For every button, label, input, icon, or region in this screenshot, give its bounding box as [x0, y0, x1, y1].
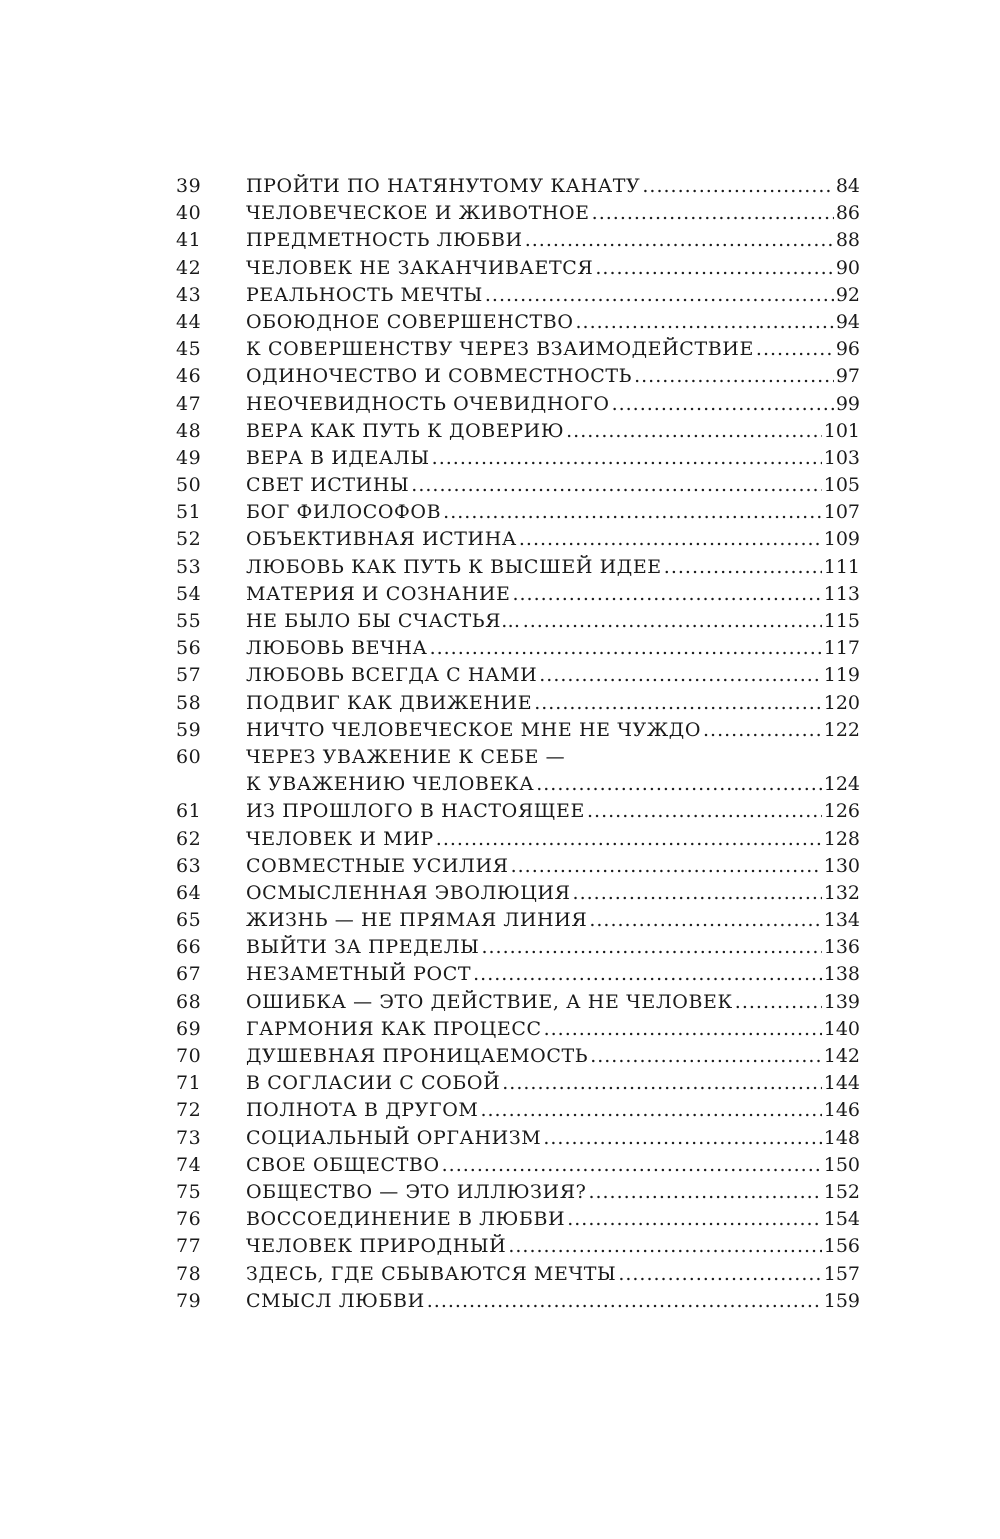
- toc-entry: [176, 363, 860, 390]
- toc-entry: [176, 635, 860, 662]
- dot-leader: [642, 173, 833, 200]
- toc-entry: [176, 690, 860, 717]
- dot-leader: [735, 989, 822, 1016]
- dot-leader: [436, 826, 822, 853]
- dot-leader: [502, 1070, 821, 1097]
- toc-entry-title: ЛЮБОВЬ КАК ПУТЬ К ВЫСШЕЙ ИДЕЕ: [246, 555, 662, 578]
- toc-entry: [176, 391, 860, 418]
- toc-entry-title: ПОДВИГ КАК ДВИЖЕНИЕ: [246, 691, 533, 714]
- toc-entry-page: 97: [835, 365, 860, 388]
- toc-entry-title: ВЕРА В ИДЕАЛЫ: [246, 446, 430, 469]
- toc-entry-number: 78: [176, 1262, 202, 1285]
- table-of-contents: [176, 173, 860, 1315]
- toc-entry-page: 92: [835, 283, 860, 306]
- dot-leader: [480, 1097, 821, 1124]
- toc-entry-title: ВЫЙТИ ЗА ПРЕДЕЛЫ: [246, 936, 480, 959]
- toc-entry-page: 157: [823, 1262, 860, 1285]
- toc-entry-title: СОВМЕСТНЫЕ УСИЛИЯ: [246, 854, 509, 877]
- toc-entry-number: 57: [176, 664, 202, 687]
- toc-entry: [176, 581, 860, 608]
- toc-entry-number: 54: [176, 582, 202, 605]
- dot-leader: [566, 418, 822, 445]
- toc-entry-number: 69: [176, 1017, 202, 1040]
- toc-entry-number: 60: [176, 745, 202, 768]
- toc-entry: [176, 554, 860, 581]
- dot-leader: [703, 717, 822, 744]
- toc-entry-page: 99: [835, 392, 860, 415]
- toc-entry-title: НИЧТО ЧЕЛОВЕЧЕСКОЕ МНЕ НЕ ЧУЖДО: [246, 718, 702, 741]
- toc-entry-page: 148: [823, 1126, 860, 1149]
- toc-entry: [176, 1043, 860, 1070]
- dot-leader: [664, 554, 822, 581]
- toc-entry-number: 46: [176, 365, 202, 388]
- toc-entry-title: ОБЪЕКТИВНАЯ ИСТИНА: [246, 528, 517, 551]
- toc-entry-number: 42: [176, 256, 202, 279]
- dot-leader: [756, 336, 834, 363]
- toc-entry-title: РЕАЛЬНОСТЬ МЕЧТЫ: [246, 283, 483, 306]
- toc-entry-page: 107: [823, 501, 860, 524]
- toc-entry: [176, 717, 860, 744]
- dot-leader: [592, 200, 834, 227]
- dot-leader: [595, 255, 833, 282]
- toc-entry: [176, 227, 860, 254]
- dot-leader: [576, 309, 834, 336]
- toc-entry-page: 154: [823, 1208, 860, 1231]
- toc-entry-title: ВЕРА КАК ПУТЬ К ДОВЕРИЮ: [246, 419, 565, 442]
- toc-entry: [176, 309, 860, 336]
- toc-entry: [176, 445, 860, 472]
- toc-entry-number: 66: [176, 936, 202, 959]
- toc-entry-page: 109: [823, 528, 860, 551]
- dot-leader: [543, 1125, 821, 1152]
- toc-entry-page: 134: [823, 909, 860, 932]
- dot-leader: [567, 1206, 822, 1233]
- toc-entry-page: 103: [823, 446, 860, 469]
- toc-entry: [176, 336, 860, 363]
- toc-entry-number: 52: [176, 528, 202, 551]
- toc-entry-title: СОЦИАЛЬНЫЙ ОРГАНИЗМ: [246, 1126, 542, 1149]
- toc-entry-number: 64: [176, 881, 202, 904]
- toc-entry: [176, 1152, 860, 1179]
- toc-entry-page: 130: [823, 854, 860, 877]
- dot-leader: [442, 1152, 822, 1179]
- toc-entry-page: 139: [823, 990, 860, 1013]
- toc-entry-page: 142: [823, 1045, 860, 1067]
- toc-entry-number: 45: [176, 338, 202, 361]
- toc-entry: [176, 1016, 860, 1043]
- toc-entry-number: 56: [176, 637, 202, 660]
- toc-entry-number: 62: [176, 827, 202, 850]
- dot-leader: [539, 662, 821, 689]
- toc-entry-page: 119: [823, 664, 860, 687]
- toc-entry: [176, 472, 860, 499]
- toc-entry: [176, 1233, 860, 1260]
- toc-entry-number: 44: [176, 310, 202, 333]
- toc-entry-title: ВОССОЕДИНЕНИЕ В ЛЮБВИ: [246, 1208, 566, 1231]
- toc-entry-number: 41: [176, 229, 202, 252]
- toc-entry-title: НЕЗАМЕТНЫЙ РОСТ: [246, 963, 472, 986]
- toc-entry-number: 68: [176, 990, 202, 1013]
- toc-entry-number: 40: [176, 202, 202, 225]
- toc-entry-page: 86: [835, 202, 860, 225]
- toc-entry: [176, 880, 860, 907]
- toc-entry-title: ОБОЮДНОЕ СОВЕРШЕНСТВО: [246, 310, 574, 333]
- toc-entry: [176, 608, 860, 635]
- toc-entry-page: 146: [823, 1099, 860, 1122]
- toc-entry: [176, 907, 860, 934]
- toc-entry-title: ЛЮБОВЬ ВЕЧНА: [246, 637, 428, 660]
- toc-entry-number: 48: [176, 419, 202, 442]
- toc-entry: [176, 798, 860, 825]
- toc-entry-page: 101: [823, 419, 860, 442]
- dot-leader: [618, 1261, 821, 1288]
- toc-entry-title: ПОЛНОТА В ДРУГОМ: [246, 1099, 479, 1122]
- dot-leader: [573, 880, 822, 907]
- dot-leader: [587, 798, 822, 825]
- dot-leader: [634, 363, 834, 390]
- toc-entry: [176, 1288, 860, 1315]
- toc-entry-title: ЖИЗНЬ — НЕ ПРЯМАЯ ЛИНИЯ: [246, 909, 588, 932]
- dot-leader: [544, 1016, 822, 1043]
- toc-entry-number: 61: [176, 800, 202, 823]
- toc-entry-page: 96: [835, 338, 860, 361]
- toc-entry-page: 111: [823, 555, 860, 578]
- dot-leader: [589, 907, 821, 934]
- toc-entry-continuation: [176, 771, 860, 798]
- dot-leader: [485, 282, 834, 309]
- toc-entry-title: СМЫСЛ ЛЮБВИ: [246, 1289, 425, 1312]
- toc-entry-title: ЧЕЛОВЕК НЕ ЗАКАНЧИВАЕТСЯ: [246, 256, 594, 279]
- dot-leader: [427, 1288, 822, 1315]
- toc-entry-number: 73: [176, 1126, 202, 1149]
- toc-entry-page: 138: [823, 963, 860, 986]
- toc-entry: [176, 1125, 860, 1152]
- toc-entry: [176, 526, 860, 553]
- toc-entry-number: 50: [176, 474, 202, 497]
- toc-entry-page: 144: [823, 1072, 860, 1095]
- toc-entry: [176, 1206, 860, 1233]
- toc-entry-title: ОШИБКА — ЭТО ДЕЙСТВИЕ, А НЕ ЧЕЛОВЕК: [246, 990, 733, 1013]
- toc-entry-page: 113: [823, 582, 860, 605]
- toc-entry: [176, 499, 860, 526]
- dot-leader: [443, 499, 822, 526]
- toc-entry-page: 152: [823, 1180, 860, 1203]
- dot-leader: [523, 608, 822, 635]
- toc-entry-title: НЕОЧЕВИДНОСТЬ ОЧЕВИДНОГО: [246, 392, 610, 415]
- dot-leader: [588, 1179, 821, 1206]
- toc-entry-page: 126: [823, 800, 860, 823]
- dot-leader: [430, 635, 822, 662]
- toc-entry: [176, 961, 860, 988]
- dot-leader: [512, 581, 821, 608]
- toc-entry: [176, 200, 860, 227]
- toc-entry-page: 132: [823, 881, 860, 904]
- toc-entry: [176, 853, 860, 880]
- toc-entry-page: 117: [823, 637, 860, 660]
- toc-entry-title: В СОГЛАСИИ С СОБОЙ: [246, 1072, 501, 1095]
- toc-entry-title: ЛЮБОВЬ ВСЕГДА С НАМИ: [246, 664, 538, 687]
- toc-entry-page: 120: [823, 691, 860, 714]
- toc-entry-number: 65: [176, 909, 202, 932]
- toc-entry-number: 75: [176, 1180, 202, 1203]
- toc-entry: [176, 744, 860, 771]
- dot-leader: [511, 853, 822, 880]
- toc-entry-title: ОСМЫСЛЕННАЯ ЭВОЛЮЦИЯ: [246, 881, 571, 904]
- toc-entry-number: 49: [176, 446, 202, 469]
- toc-entry-title: СВОЕ ОБЩЕСТВО: [246, 1153, 440, 1176]
- toc-entry-number: 47: [176, 392, 202, 415]
- toc-entry: [176, 1070, 860, 1097]
- toc-entry-number: 51: [176, 501, 202, 524]
- toc-entry-page: 90: [835, 256, 860, 279]
- toc-entry-number: 70: [176, 1045, 202, 1067]
- toc-entry-title: К СОВЕРШЕНСТВУ ЧЕРЕЗ ВЗАИМОДЕЙСТВИЕ: [246, 338, 754, 361]
- toc-entry-page: 105: [823, 474, 860, 497]
- toc-entry: [176, 989, 860, 1016]
- toc-entry-number: 74: [176, 1153, 202, 1176]
- toc-entry: [176, 1097, 860, 1124]
- toc-entry-number: 79: [176, 1289, 202, 1312]
- toc-entry: [176, 662, 860, 689]
- toc-entry-page: 128: [823, 827, 860, 850]
- toc-entry-number: 53: [176, 555, 202, 578]
- toc-entry-title: ДУШЕВНАЯ ПРОНИЦАЕМОСТЬ: [246, 1045, 589, 1067]
- toc-entry-title-continued: К УВАЖЕНИЮ ЧЕЛОВЕКА: [246, 773, 535, 796]
- toc-entry-title: МАТЕРИЯ И СОЗНАНИЕ: [246, 582, 511, 605]
- toc-entry-title: НЕ БЫЛО БЫ СЧАСТЬЯ…: [246, 610, 521, 632]
- toc-entry-title: ГАРМОНИЯ КАК ПРОЦЕСС: [246, 1017, 542, 1040]
- toc-entry: [176, 255, 860, 282]
- toc-entry-page: 136: [823, 936, 860, 959]
- dot-leader: [612, 391, 834, 418]
- toc-entry-number: 58: [176, 691, 202, 714]
- toc-entry-title: ПРОЙТИ ПО НАТЯНУТОМУ КАНАТУ: [246, 175, 641, 197]
- toc-entry-number: 72: [176, 1099, 202, 1122]
- toc-entry-page: 88: [835, 229, 860, 252]
- toc-entry-number: 71: [176, 1072, 202, 1095]
- toc-entry-number: 39: [176, 175, 202, 197]
- toc-entry: [176, 173, 860, 200]
- dot-leader: [411, 472, 821, 499]
- toc-entry-title: ЧЕЛОВЕК ПРИРОДНЫЙ: [246, 1235, 507, 1258]
- toc-entry-title: СВЕТ ИСТИНЫ: [246, 474, 410, 497]
- toc-entry-number: 63: [176, 854, 202, 877]
- dot-leader: [473, 961, 822, 988]
- toc-entry-page: 122: [823, 718, 860, 741]
- toc-entry-title: ИЗ ПРОШЛОГО В НАСТОЯЩЕЕ: [246, 800, 585, 823]
- toc-entry-page: 124: [823, 773, 860, 796]
- toc-entry-number: 59: [176, 718, 202, 741]
- toc-entry-title: ЧЕЛОВЕЧЕСКОЕ И ЖИВОТНОЕ: [246, 202, 590, 225]
- toc-entry-page: 115: [823, 610, 860, 632]
- toc-entry-title: ПРЕДМЕТНОСТЬ ЛЮБВИ: [246, 229, 523, 252]
- toc-entry-number: 67: [176, 963, 202, 986]
- toc-entry-page: 140: [823, 1017, 860, 1040]
- toc-entry-number: 77: [176, 1235, 202, 1258]
- toc-entry: [176, 826, 860, 853]
- toc-entry-page: 156: [823, 1235, 860, 1258]
- toc-entry-title: ОДИНОЧЕСТВО И СОВМЕСТНОСТЬ: [246, 365, 633, 388]
- toc-entry: [176, 1179, 860, 1206]
- toc-entry: [176, 418, 860, 445]
- toc-entry-page: 94: [835, 310, 860, 333]
- dot-leader: [519, 526, 822, 553]
- dot-leader: [432, 445, 822, 472]
- toc-entry-title: ЧЕЛОВЕК И МИР: [246, 827, 434, 850]
- toc-entry-page: 84: [835, 175, 860, 197]
- toc-entry-page: 159: [823, 1289, 860, 1312]
- dot-leader: [525, 227, 834, 254]
- toc-entry: [176, 934, 860, 961]
- toc-entry-title: БОГ ФИЛОСОФОВ: [246, 501, 442, 524]
- toc-entry-title: ОБЩЕСТВО — ЭТО ИЛЛЮЗИЯ?: [246, 1180, 587, 1203]
- dot-leader: [590, 1043, 822, 1070]
- toc-entry: [176, 282, 860, 309]
- dot-leader: [508, 1233, 821, 1260]
- toc-entry-page: 150: [823, 1153, 860, 1176]
- toc-entry-title: ЧЕРЕЗ УВАЖЕНИЕ К СЕБЕ —: [246, 745, 566, 768]
- dot-leader: [536, 771, 822, 798]
- dot-leader: [481, 934, 821, 961]
- dot-leader: [534, 690, 822, 717]
- toc-entry-number: 55: [176, 610, 202, 632]
- toc-entry-title: ЗДЕСЬ, ГДЕ СБЫВАЮТСЯ МЕЧТЫ: [246, 1262, 617, 1285]
- toc-entry-number: 76: [176, 1208, 202, 1231]
- toc-entry-number: 43: [176, 283, 202, 306]
- toc-entry: [176, 1261, 860, 1288]
